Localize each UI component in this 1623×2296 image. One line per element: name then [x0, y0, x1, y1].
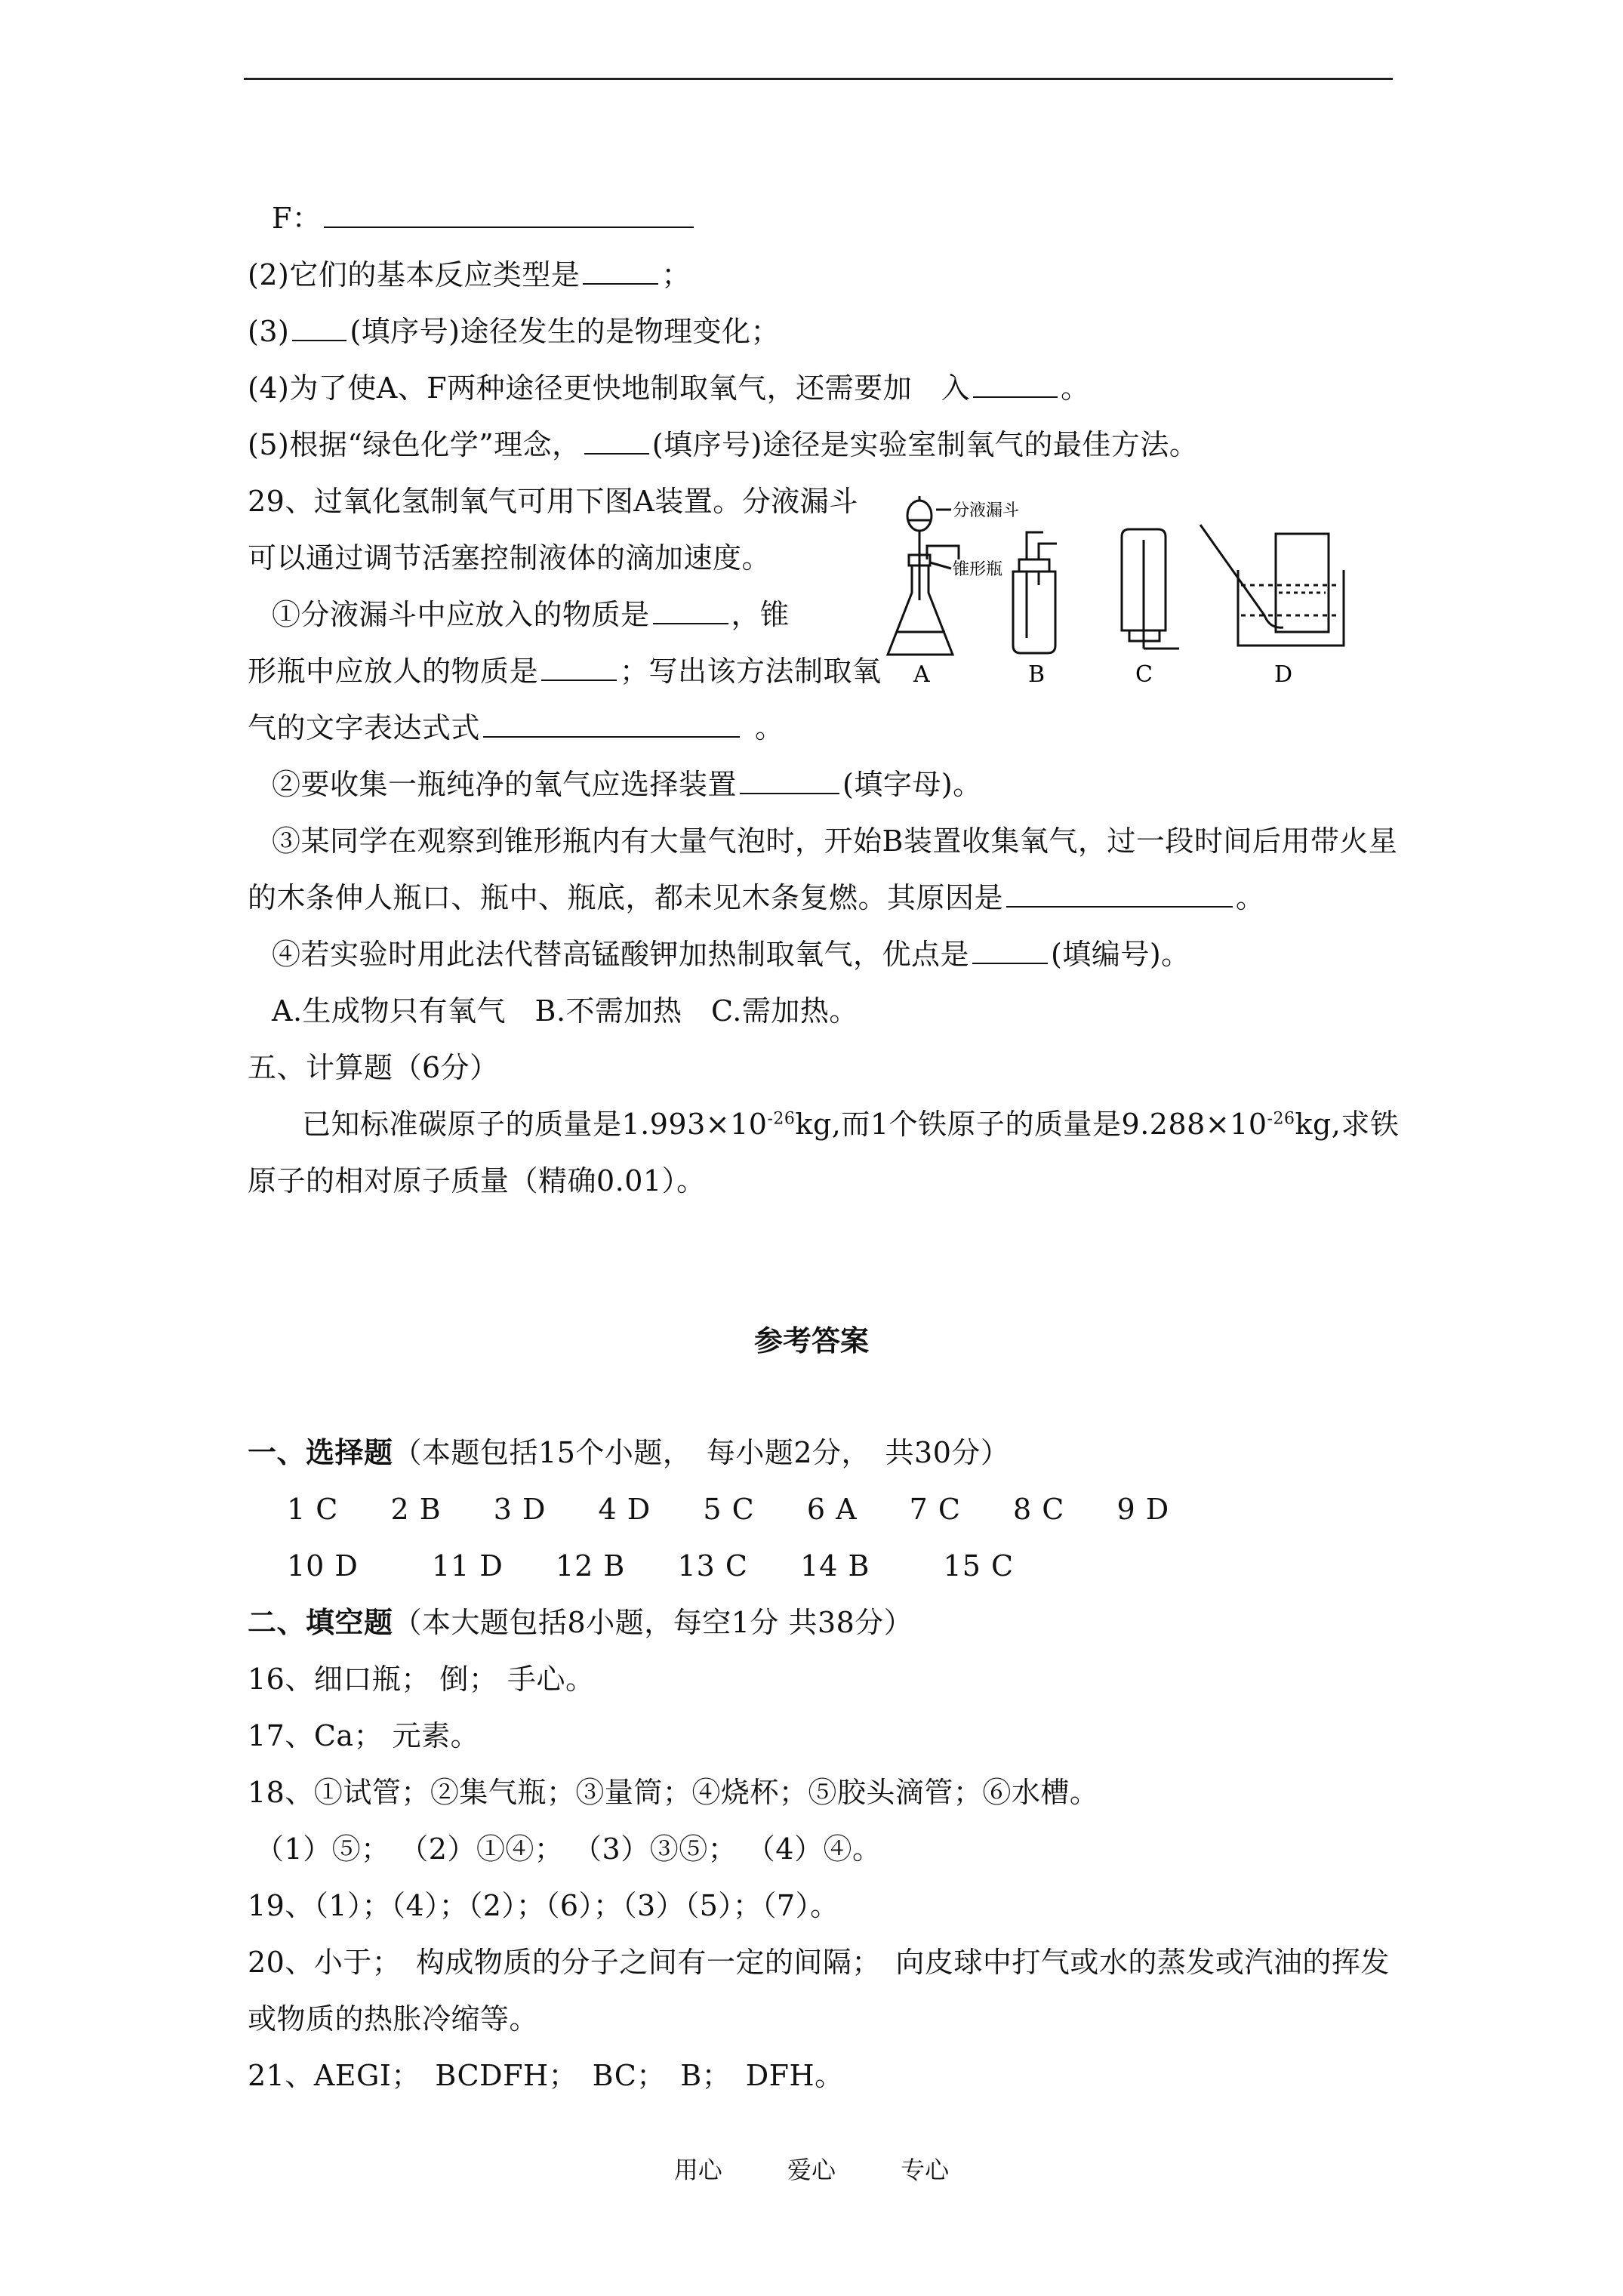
page-footer — [0, 2153, 1623, 2187]
section5-title: 五、计算题（6分） — [248, 1051, 499, 1084]
section5-line2: 原子的相对原子质量（精确0.01）。 — [248, 1164, 706, 1197]
answer-20-cont: 或物质的热胀冷缩等。 — [248, 2002, 539, 2036]
answers-row1: 1 C 2 B 3 D 4 D 5 C 6 A 7 C 8 C 9 D — [287, 1493, 1170, 1526]
label-conical-flask: 锥形瓶 — [953, 560, 1003, 579]
header-rule — [244, 78, 1393, 80]
q29-intro-1: 29、过氧化氢制氧气可用下图A装置。分液漏斗 — [248, 485, 858, 518]
answer-blank — [973, 369, 1058, 398]
figure-apparatus-c — [1122, 529, 1179, 649]
q28-part3: (3) (填序号)途径发生的是物理变化； — [248, 312, 780, 351]
answer-blank — [292, 313, 346, 341]
q29-part1a: ①分液漏斗中应放入的物质是 ，锥 — [272, 595, 790, 634]
apparatus-figure — [883, 487, 1374, 687]
answer-17: 17、Ca； 元素。 — [248, 1719, 480, 1752]
q28-part5: (5)根据“绿色化学”理念， (填序号)途径是实验室制氧气的最佳方法。 — [248, 425, 1198, 464]
figure-apparatus-d — [1200, 525, 1344, 646]
label-separatory-funnel: 分液漏斗 — [953, 501, 1020, 520]
caption-b: B — [1028, 661, 1046, 687]
footer-text-2: 爱心 — [787, 2156, 836, 2184]
answer-blank — [483, 709, 740, 738]
answers-section1-heading: 一、选择题（本题包括15个小题， 每小题2分， 共30分） — [248, 1435, 1010, 1469]
answers-section2-heading: 二、填空题（本大题包括8小题，每空1分 共38分） — [248, 1605, 913, 1639]
answer-20: 20、小于； 构成物质的分子之间有一定的间隔； 向皮球中打气或水的蒸发或汽油的挥发 — [248, 1946, 1390, 1979]
answer-blank — [1006, 879, 1233, 908]
section5-line1: 已知标准碳原子的质量是$1.993\times 10^{-26}kg$,而1个铁原子的质量是$9.288\times 10^{-26}kg$,求铁 — [302, 1108, 1400, 1141]
footer-text-1: 用心 — [673, 2156, 722, 2184]
answer-blank — [972, 935, 1048, 964]
answer-16: 16、细口瓶； 倒； 手心。 — [248, 1663, 595, 1696]
figure-apparatus-a — [888, 496, 959, 655]
answer-blank — [583, 256, 658, 285]
answer-21: 21、AEGI； BCDFH； BC； B； DFH。 — [248, 2059, 844, 2092]
answer-blank — [541, 652, 617, 681]
answers-title: 参考答案 — [753, 1324, 869, 1358]
q28-f-line: F： — [272, 199, 697, 238]
answer-blank — [324, 199, 694, 228]
caption-d: D — [1274, 661, 1293, 687]
caption-c: C — [1135, 661, 1153, 687]
q29-part3a: ③某同学在观察到锥形瓶内有大量气泡时，开始B装置收集氧气，过一段时间后用带火星 — [272, 824, 1398, 858]
answer-19: 19、（1）；（4）；（2）；（6）；（3）（5）；（7）。 — [248, 1889, 839, 1922]
answer-blank — [584, 426, 649, 455]
caption-a: A — [913, 661, 930, 687]
q29-part1b: 形瓶中应放人的物质是 ；写出该方法制取氧 — [248, 652, 882, 691]
answer-blank — [740, 766, 839, 794]
q29-options: A.生成物只有氧气 B.不需加热 C.需加热。 — [272, 994, 858, 1028]
q29-intro-2: 可以通过调节活塞控制液体的滴加速度。 — [248, 541, 771, 575]
footer-text-3: 专心 — [901, 2156, 950, 2184]
q28-part2: (2)它们的基本反应类型是 ； — [248, 255, 691, 294]
q29-part1c: 气的文字表达式式 。 — [248, 708, 784, 747]
answer-18: 18、①试管；②集气瓶；③量筒；④烧杯；⑤胶头滴管；⑥水槽。 — [248, 1776, 1099, 1809]
figure-apparatus-b — [1013, 532, 1057, 653]
answer-blank — [653, 596, 728, 624]
answers-row2: 10 D 11 D 12 B 13 C 14 B 15 C — [287, 1549, 1015, 1583]
answer-18-parts: （1）⑤； （2）①④； （3）③⑤； （4）④。 — [255, 1832, 882, 1866]
q29-part2: ②要收集一瓶纯净的氧气应选择装置 (填字母)。 — [272, 765, 982, 804]
q28-part4: (4)为了使A、F两种途径更快地制取氧气，还需要加 入 。 — [248, 368, 1090, 408]
q29-part3b: 的木条伸人瓶口、瓶中、瓶底，都未见木条复燃。其原因是 。 — [248, 878, 1265, 917]
q29-part4: ④若实验时用此法代替高锰酸钾加热制取氧气，优点是 (填编号)。 — [272, 935, 1190, 974]
